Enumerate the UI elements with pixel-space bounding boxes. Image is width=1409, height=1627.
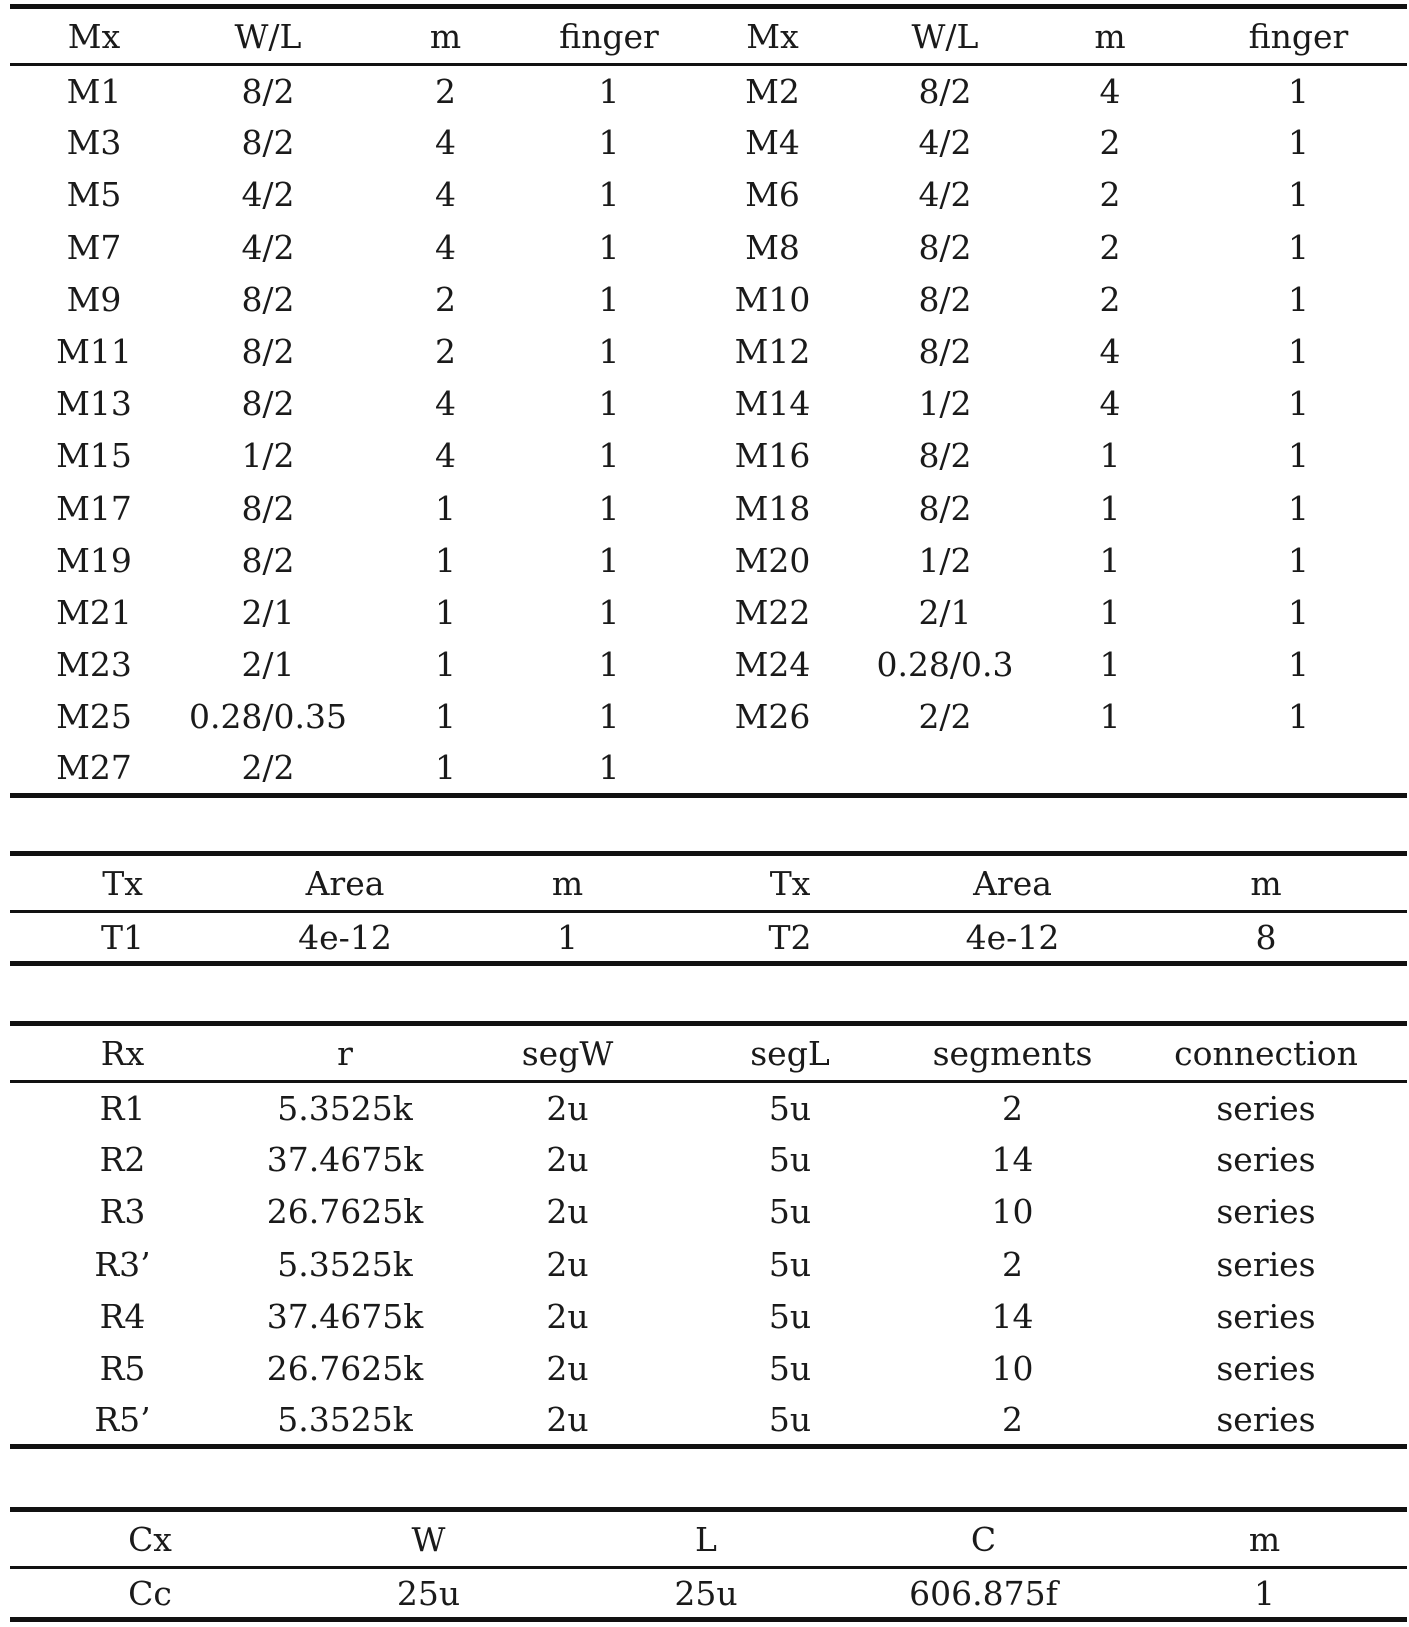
table-cell: R5’ — [94, 1399, 151, 1439]
table-cell: 4 — [1099, 332, 1121, 372]
table-cell: M10 — [734, 279, 811, 319]
table-cell: series — [1216, 1192, 1316, 1232]
table-cell: 8/2 — [241, 384, 295, 424]
header-cell: W — [411, 1519, 446, 1559]
table-cell: M20 — [734, 540, 811, 580]
table-cell: 1 — [435, 697, 456, 737]
header-cell: segments — [932, 1033, 1093, 1073]
table-cell: 1 — [1099, 436, 1121, 476]
table-row — [10, 1238, 1407, 1290]
table-cell: 2 — [435, 332, 456, 372]
header-cell: finger — [1248, 16, 1349, 56]
table-cell — [1190, 743, 1407, 795]
table-cell: M22 — [734, 592, 811, 632]
table-cell: 26.7625k — [266, 1349, 424, 1389]
table-cell — [860, 743, 1030, 795]
table-cell: 1 — [598, 279, 620, 319]
table-row — [10, 912, 1407, 964]
table-row — [10, 534, 1407, 586]
table-cell: 2 — [1099, 279, 1121, 319]
table-cell: 1 — [1099, 488, 1121, 528]
header-cell: m — [1250, 863, 1282, 903]
table-cell: 4 — [435, 123, 456, 163]
table-row — [10, 1342, 1407, 1394]
table-cell: 8/2 — [241, 71, 295, 111]
table-cell: M9 — [66, 279, 122, 319]
table-cell: 8/2 — [918, 71, 972, 111]
table-cell: R5 — [99, 1349, 146, 1389]
table-cell: 2u — [546, 1296, 589, 1336]
header-cell: r — [337, 1033, 353, 1073]
table-cell: 8/2 — [918, 436, 972, 476]
table-header-row — [10, 1024, 1407, 1082]
table-cell: 1 — [1288, 123, 1309, 163]
table-cell: 1 — [598, 384, 620, 424]
table-cell: 2/2 — [918, 697, 972, 737]
table-cell: series — [1216, 1399, 1316, 1439]
table-cell — [1030, 743, 1190, 795]
header-cell: Tx — [769, 863, 811, 903]
table-cell — [685, 743, 860, 795]
table-cell: 2 — [1002, 1399, 1023, 1439]
table-header-row — [10, 854, 1407, 912]
table-cell: M26 — [734, 697, 811, 737]
table-cell: 8/2 — [918, 227, 972, 267]
table-row — [10, 691, 1407, 743]
table-cell: series — [1216, 1140, 1316, 1180]
table-row — [10, 430, 1407, 482]
table-cell: 1 — [1099, 645, 1121, 685]
table-cell: 1/2 — [241, 436, 295, 476]
table-row — [10, 1134, 1407, 1186]
capacitor-table-body — [10, 1568, 1407, 1620]
table-cell: 2 — [1099, 123, 1121, 163]
table-cell: 606.875f — [909, 1573, 1058, 1613]
table-cell: 1 — [598, 592, 620, 632]
table-cell: 2u — [546, 1192, 589, 1232]
header-cell: C — [970, 1519, 997, 1559]
table-cell: 1 — [1288, 488, 1309, 528]
table-cell: 2 — [1002, 1244, 1023, 1284]
table-cell: series — [1216, 1244, 1316, 1284]
table-cell: 2u — [546, 1244, 589, 1284]
table-cell: 8/2 — [241, 488, 295, 528]
table-cell: R1 — [99, 1088, 146, 1128]
table-cell: 10 — [991, 1192, 1034, 1232]
table-cell: 1 — [1288, 384, 1309, 424]
table-row — [10, 221, 1407, 273]
table-cell: 8/2 — [918, 488, 972, 528]
table-cell: 4/2 — [918, 123, 972, 163]
table-cell: 2 — [435, 71, 456, 111]
table-row — [10, 1568, 1407, 1620]
table-cell: 0.28/0.35 — [188, 697, 348, 737]
header-cell: segL — [750, 1033, 830, 1073]
table-cell: M24 — [734, 645, 811, 685]
table-cell: 5.3525k — [277, 1088, 413, 1128]
table-cell: 1 — [598, 332, 620, 372]
capacitor-table — [10, 1507, 1407, 1622]
table-cell: 4 — [435, 384, 456, 424]
table-cell: 8/2 — [241, 279, 295, 319]
table-cell: 2/1 — [241, 645, 295, 685]
header-cell: finger — [559, 16, 659, 56]
table-cell: 8/2 — [918, 332, 972, 372]
table-row — [10, 482, 1407, 534]
header-cell: L — [695, 1519, 717, 1559]
header-cell: connection — [1174, 1033, 1358, 1073]
resistor-table-header — [10, 1024, 1407, 1082]
header-cell: Tx — [102, 863, 143, 903]
table-cell: M7 — [66, 227, 122, 267]
table-cell: M16 — [734, 436, 811, 476]
table-cell: 8/2 — [918, 279, 972, 319]
table-cell: 1 — [598, 697, 620, 737]
header-cell: Mx — [67, 16, 121, 56]
table-cell: M5 — [66, 175, 122, 215]
table-row — [10, 743, 1407, 795]
table-cell: 2u — [546, 1349, 589, 1389]
table-cell: R2 — [99, 1140, 146, 1180]
table-cell: 5.3525k — [277, 1244, 413, 1284]
table-cell: M17 — [56, 488, 132, 528]
table-cell: 1 — [435, 488, 456, 528]
table-cell: M25 — [56, 697, 132, 737]
header-cell: m — [551, 863, 584, 903]
header-cell: W/L — [234, 16, 302, 56]
table-cell: 1 — [1288, 71, 1309, 111]
table-cell: 4e-12 — [965, 917, 1060, 957]
table-cell: 4 — [435, 175, 456, 215]
table-cell: M12 — [734, 332, 811, 372]
header-cell: Area — [305, 863, 385, 903]
table-cell: 2/1 — [918, 592, 972, 632]
table-cell: 1 — [435, 748, 456, 788]
resistor-table-body — [10, 1082, 1407, 1447]
table-cell: 37.4675k — [266, 1140, 424, 1180]
table-cell: 4 — [1099, 384, 1121, 424]
table-cell: 1 — [598, 540, 620, 580]
transistor-table-header — [10, 854, 1407, 912]
mosfet-table — [10, 4, 1407, 798]
table-cell: M1 — [66, 71, 122, 111]
table-cell: 5u — [768, 1192, 812, 1232]
table-row — [10, 1290, 1407, 1342]
table-cell: M21 — [56, 592, 132, 632]
table-cell: 2/2 — [241, 748, 295, 788]
table-cell: 1 — [1099, 592, 1121, 632]
mosfet-table-body — [10, 65, 1407, 796]
table-cell: 26.7625k — [266, 1192, 424, 1232]
table-cell: M13 — [56, 384, 132, 424]
table-cell: 1 — [598, 748, 620, 788]
table-cell: M3 — [66, 123, 122, 163]
table-cell: 8/2 — [241, 332, 295, 372]
table-header-row — [10, 1510, 1407, 1568]
table-cell: 1 — [1288, 436, 1309, 476]
table-cell: 2 — [1099, 175, 1121, 215]
table-cell: 5.3525k — [277, 1399, 413, 1439]
table-cell: 5u — [768, 1349, 812, 1389]
table-row — [10, 1186, 1407, 1238]
table-cell: M6 — [745, 175, 800, 215]
mosfet-table-header — [10, 7, 1407, 65]
table-cell: 1 — [1288, 540, 1309, 580]
table-cell: 1 — [435, 645, 456, 685]
table-cell: 1 — [1288, 645, 1309, 685]
header-cell: segW — [521, 1033, 614, 1073]
table-cell: 1 — [1099, 697, 1121, 737]
table-row — [10, 117, 1407, 169]
table-row — [10, 586, 1407, 638]
header-cell: Mx — [746, 16, 799, 56]
table-cell: 25u — [674, 1573, 738, 1613]
table-cell: R3’ — [94, 1244, 151, 1284]
table-cell: M27 — [56, 748, 132, 788]
table-cell: 5u — [768, 1399, 812, 1439]
table-row — [10, 273, 1407, 325]
table-cell: 0.28/0.3 — [876, 645, 1014, 685]
header-cell: Area — [973, 863, 1052, 903]
header-cell: m — [1248, 1519, 1281, 1559]
table-cell: 1 — [598, 488, 620, 528]
header-cell: Rx — [100, 1033, 145, 1073]
table-cell: 2u — [546, 1140, 589, 1180]
table-row — [10, 639, 1407, 691]
table-cell: 1/2 — [918, 384, 972, 424]
table-cell: M2 — [745, 71, 800, 111]
table-cell: 8 — [1255, 917, 1277, 957]
table-cell: 1 — [598, 71, 620, 111]
table-cell: 4/2 — [241, 175, 295, 215]
table-cell: 10 — [991, 1349, 1034, 1389]
table-cell: 1 — [598, 227, 620, 267]
table-cell: 1 — [1288, 175, 1309, 215]
table-cell: 1 — [1254, 1573, 1275, 1613]
table-cell: 2u — [546, 1088, 589, 1128]
table-cell: M8 — [745, 227, 800, 267]
table-cell: R3 — [99, 1192, 146, 1232]
table-row — [10, 65, 1407, 117]
table-cell: 8/2 — [241, 540, 295, 580]
table-cell: 2/1 — [241, 592, 295, 632]
header-cell: W/L — [911, 16, 979, 56]
table-cell: 5u — [768, 1140, 812, 1180]
transistor-table — [10, 851, 1407, 966]
table-row — [10, 378, 1407, 430]
table-cell: 1 — [598, 123, 620, 163]
table-cell: 4/2 — [241, 227, 295, 267]
table-cell: Cc — [128, 1573, 172, 1613]
table-cell: 8/2 — [241, 123, 295, 163]
table-cell: M19 — [56, 540, 132, 580]
capacitor-table-header — [10, 1510, 1407, 1568]
table-row — [10, 1082, 1407, 1134]
table-cell: 2u — [546, 1399, 589, 1439]
table-cell: series — [1216, 1088, 1316, 1128]
resistor-table — [10, 1021, 1407, 1449]
table-cell: 1 — [1288, 592, 1309, 632]
table-cell: 2 — [1099, 227, 1121, 267]
table-cell: series — [1216, 1349, 1316, 1389]
header-cell: m — [429, 16, 462, 56]
table-cell: T1 — [100, 917, 144, 957]
table-cell: M11 — [56, 332, 132, 372]
table-cell: 1/2 — [918, 540, 972, 580]
table-cell: 4 — [435, 436, 456, 476]
table-cell: M4 — [745, 123, 800, 163]
table-row — [10, 325, 1407, 377]
table-cell: 5u — [768, 1244, 812, 1284]
table-cell: 1 — [1288, 227, 1309, 267]
table-row — [10, 1395, 1407, 1447]
table-cell: 1 — [1288, 279, 1309, 319]
table-cell: 4 — [435, 227, 456, 267]
table-cell: 5u — [768, 1296, 812, 1336]
table-cell: 1 — [557, 917, 578, 957]
table-cell: 4 — [1099, 71, 1121, 111]
table-cell: 37.4675k — [266, 1296, 424, 1336]
table-cell: 14 — [991, 1296, 1034, 1336]
table-cell: R4 — [99, 1296, 146, 1336]
table-cell: 1 — [1288, 332, 1309, 372]
table-cell: M14 — [734, 384, 811, 424]
transistor-table-body — [10, 912, 1407, 964]
table-cell: 4/2 — [918, 175, 972, 215]
table-row — [10, 169, 1407, 221]
table-cell: 1 — [598, 175, 620, 215]
table-cell: M15 — [56, 436, 132, 476]
table-cell: 25u — [396, 1573, 461, 1613]
table-cell: 14 — [991, 1140, 1034, 1180]
header-cell: Cx — [128, 1519, 172, 1559]
table-cell: 1 — [435, 540, 456, 580]
table-cell: series — [1216, 1296, 1316, 1336]
table-cell: 4e-12 — [298, 917, 392, 957]
table-cell: M23 — [56, 645, 132, 685]
table-cell: 2 — [435, 279, 456, 319]
table-cell: 5u — [768, 1088, 812, 1128]
table-cell: M18 — [734, 488, 811, 528]
table-cell: 2 — [1002, 1088, 1023, 1128]
header-cell: m — [1094, 16, 1126, 56]
table-cell: 1 — [1288, 697, 1309, 737]
table-cell: T2 — [768, 917, 812, 957]
table-cell: 1 — [598, 436, 620, 476]
table-cell: 1 — [598, 645, 620, 685]
table-cell: 1 — [1099, 540, 1121, 580]
table-header-row — [10, 7, 1407, 65]
table-cell: 1 — [435, 592, 456, 632]
